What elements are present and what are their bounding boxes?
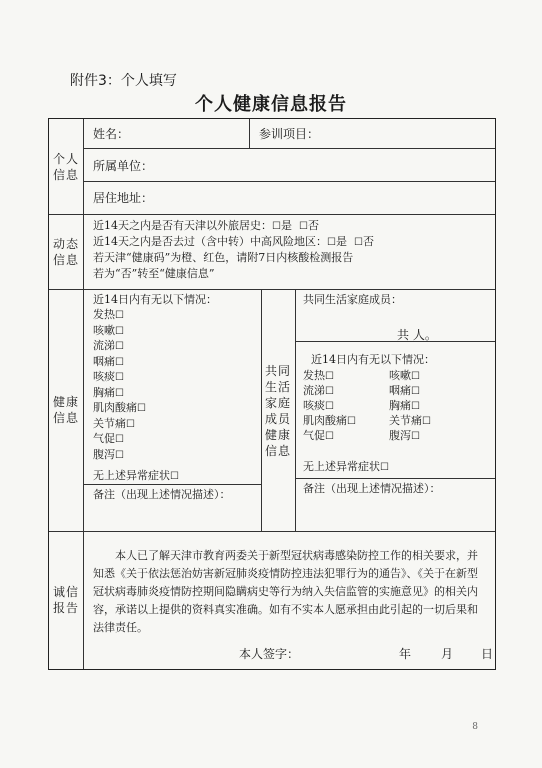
symptom-label: 流涕 (93, 339, 115, 352)
checkbox-icon[interactable]: ☐ (126, 418, 135, 430)
symptom-label: 肌肉酸痛 (93, 401, 137, 414)
checkbox-icon[interactable]: ☐ (115, 356, 124, 368)
unit-field-label: 所属单位： (93, 159, 154, 173)
checkbox-icon[interactable]: ☐ (411, 386, 420, 397)
symptom-label: 关节痛 (93, 416, 126, 430)
section-label-health: 健康信息 (53, 395, 80, 425)
divider (261, 289, 262, 531)
checkbox-icon[interactable]: ☐ (411, 431, 420, 442)
checkbox-icon[interactable]: ☐ (411, 401, 420, 412)
divider (83, 181, 495, 182)
symptom-item (303, 399, 334, 414)
checkbox-icon[interactable]: ☐ (115, 325, 124, 337)
checkbox-icon[interactable]: ☐ (115, 372, 124, 383)
checkbox-icon[interactable]: ☐ (411, 371, 420, 382)
symptom-item (93, 339, 124, 354)
checkbox-icon[interactable]: ☐ (325, 371, 334, 382)
project-field-label: 参训项目： (259, 127, 320, 141)
symptom-item (93, 432, 124, 447)
name-field-label: 姓名： (93, 127, 130, 141)
family-members-label: 共同生活家庭成员： (303, 293, 402, 306)
date-day-label: 日 (481, 647, 494, 661)
symptom-label: 腹泻 (93, 447, 115, 461)
checkbox-icon[interactable]: ☐ (115, 434, 124, 445)
risk-area-question: 近14天之内是否去过（含中转）中高风险地区：☐是 ☐否 (93, 235, 374, 248)
symptom-label: 咳嗽 (389, 369, 411, 382)
checkbox-icon[interactable]: ☐ (327, 237, 336, 248)
section-label-personal: 个人信息 (53, 152, 80, 182)
symptom-label: 咳嗽 (93, 323, 115, 337)
symptom-item (389, 429, 420, 444)
section-label-integrity: 诚信报告 (53, 585, 80, 615)
symptom-label: 咳痰 (93, 370, 115, 383)
checkbox-icon[interactable]: ☐ (115, 449, 124, 461)
health-code-note: 若天津“健康码”为橙、红色，请附7日内核酸检测报告 (93, 251, 354, 264)
right-symptom-title: 近14日内有无以下情况： (311, 353, 435, 366)
section-label-dynamic: 动态信息 (53, 237, 80, 267)
address-field-label: 居住地址： (93, 191, 154, 205)
left-note-label: 备注（出现上述情况描述）： (93, 488, 231, 501)
divider (83, 119, 84, 669)
symptom-item (93, 386, 124, 401)
right-none-abnormal: 无上述异常症状☐ (303, 460, 389, 473)
divider (295, 289, 296, 531)
checkbox-icon[interactable]: ☐ (380, 462, 389, 473)
divider (49, 289, 495, 290)
divider (295, 478, 495, 479)
divider (49, 214, 495, 215)
checkbox-icon[interactable]: ☐ (137, 403, 146, 414)
symptom-item (93, 448, 124, 463)
symptom-item (93, 355, 124, 370)
document-title: 个人健康信息报告 (195, 94, 347, 115)
checkbox-icon[interactable]: ☐ (115, 310, 124, 321)
divider (295, 341, 495, 342)
annex-label: 附件3：个人填写 (70, 73, 177, 89)
checkbox-icon[interactable]: ☐ (115, 387, 124, 399)
symptom-item (303, 384, 334, 399)
travel-history-question: 近14天之内是否有天津以外旅居史：☐是 ☐否 (93, 219, 319, 232)
symptom-item (93, 401, 146, 416)
symptom-item (93, 308, 124, 323)
checkbox-icon[interactable]: ☐ (422, 416, 431, 427)
symptom-label: 肌肉酸痛 (303, 414, 347, 427)
integrity-statement: 本人已了解天津市教育两委关于新型冠状病毒感染防控工作的相关要求，并知悉《关于依法惩治妨害新冠肺炎疫情防控违法犯罪行为的通告》、《关于在新型冠状病毒肺炎疫情防控期间隐瞒病史等行为纳入失信监管的实施意见》的相关内容，承诺以上提供的资料真实准确。如有不实本人愿承担由此引起的一切后果和法律责任。 (93, 549, 478, 634)
symptom-label: 咽痛 (389, 384, 411, 397)
checkbox-icon[interactable]: ☐ (347, 416, 356, 427)
symptom-label: 气促 (93, 432, 115, 445)
checkbox-icon[interactable]: ☐ (325, 401, 334, 412)
section-label-family-health: 共同生活家庭成员健康信息 (264, 364, 291, 458)
page-number: 8 (472, 722, 478, 732)
date-year-label: 年 (399, 647, 412, 661)
symptom-label: 流涕 (303, 384, 325, 397)
right-note-label: 备注（出现上述情况描述）： (303, 482, 441, 495)
symptom-label: 腹泻 (389, 429, 411, 442)
checkbox-icon[interactable]: ☐ (325, 386, 334, 397)
symptom-label: 发热 (93, 308, 115, 321)
symptom-label: 胸痛 (389, 399, 411, 412)
symptom-item (303, 414, 356, 429)
family-count-label: 共 人。 (397, 328, 437, 342)
health-report-form (48, 118, 496, 670)
symptom-label: 咳痰 (303, 399, 325, 412)
divider (83, 484, 261, 485)
checkbox-icon[interactable]: ☐ (325, 431, 334, 442)
symptom-label: 胸痛 (93, 385, 115, 399)
symptom-item (389, 384, 420, 399)
divider (249, 119, 250, 148)
signature-label: 本人签字： (239, 647, 300, 661)
checkbox-icon[interactable]: ☐ (298, 221, 308, 232)
symptom-item (389, 369, 420, 384)
symptom-item (93, 370, 124, 385)
redirect-note: 若为“否”转至“健康信息” (93, 267, 215, 280)
left-none-abnormal: 无上述异常症状☐ (93, 469, 179, 482)
checkbox-icon[interactable]: ☐ (353, 237, 363, 248)
symptom-item (303, 369, 334, 384)
symptom-item (389, 414, 431, 429)
symptom-label: 气促 (303, 429, 325, 442)
left-symptom-title: 近14日内有无以下情况： (93, 293, 217, 306)
symptom-item (93, 417, 135, 432)
divider (83, 148, 495, 149)
checkbox-icon[interactable]: ☐ (272, 221, 281, 232)
divider (49, 531, 495, 532)
symptom-label: 关节痛 (389, 414, 422, 427)
symptom-label: 咽痛 (93, 354, 115, 368)
symptom-label: 发热 (303, 369, 325, 382)
symptom-item (303, 429, 334, 444)
date-month-label: 月 (441, 647, 454, 661)
checkbox-icon[interactable]: ☐ (115, 341, 124, 352)
symptom-item (93, 324, 124, 339)
checkbox-icon[interactable]: ☐ (170, 471, 179, 482)
symptom-item (389, 399, 420, 414)
